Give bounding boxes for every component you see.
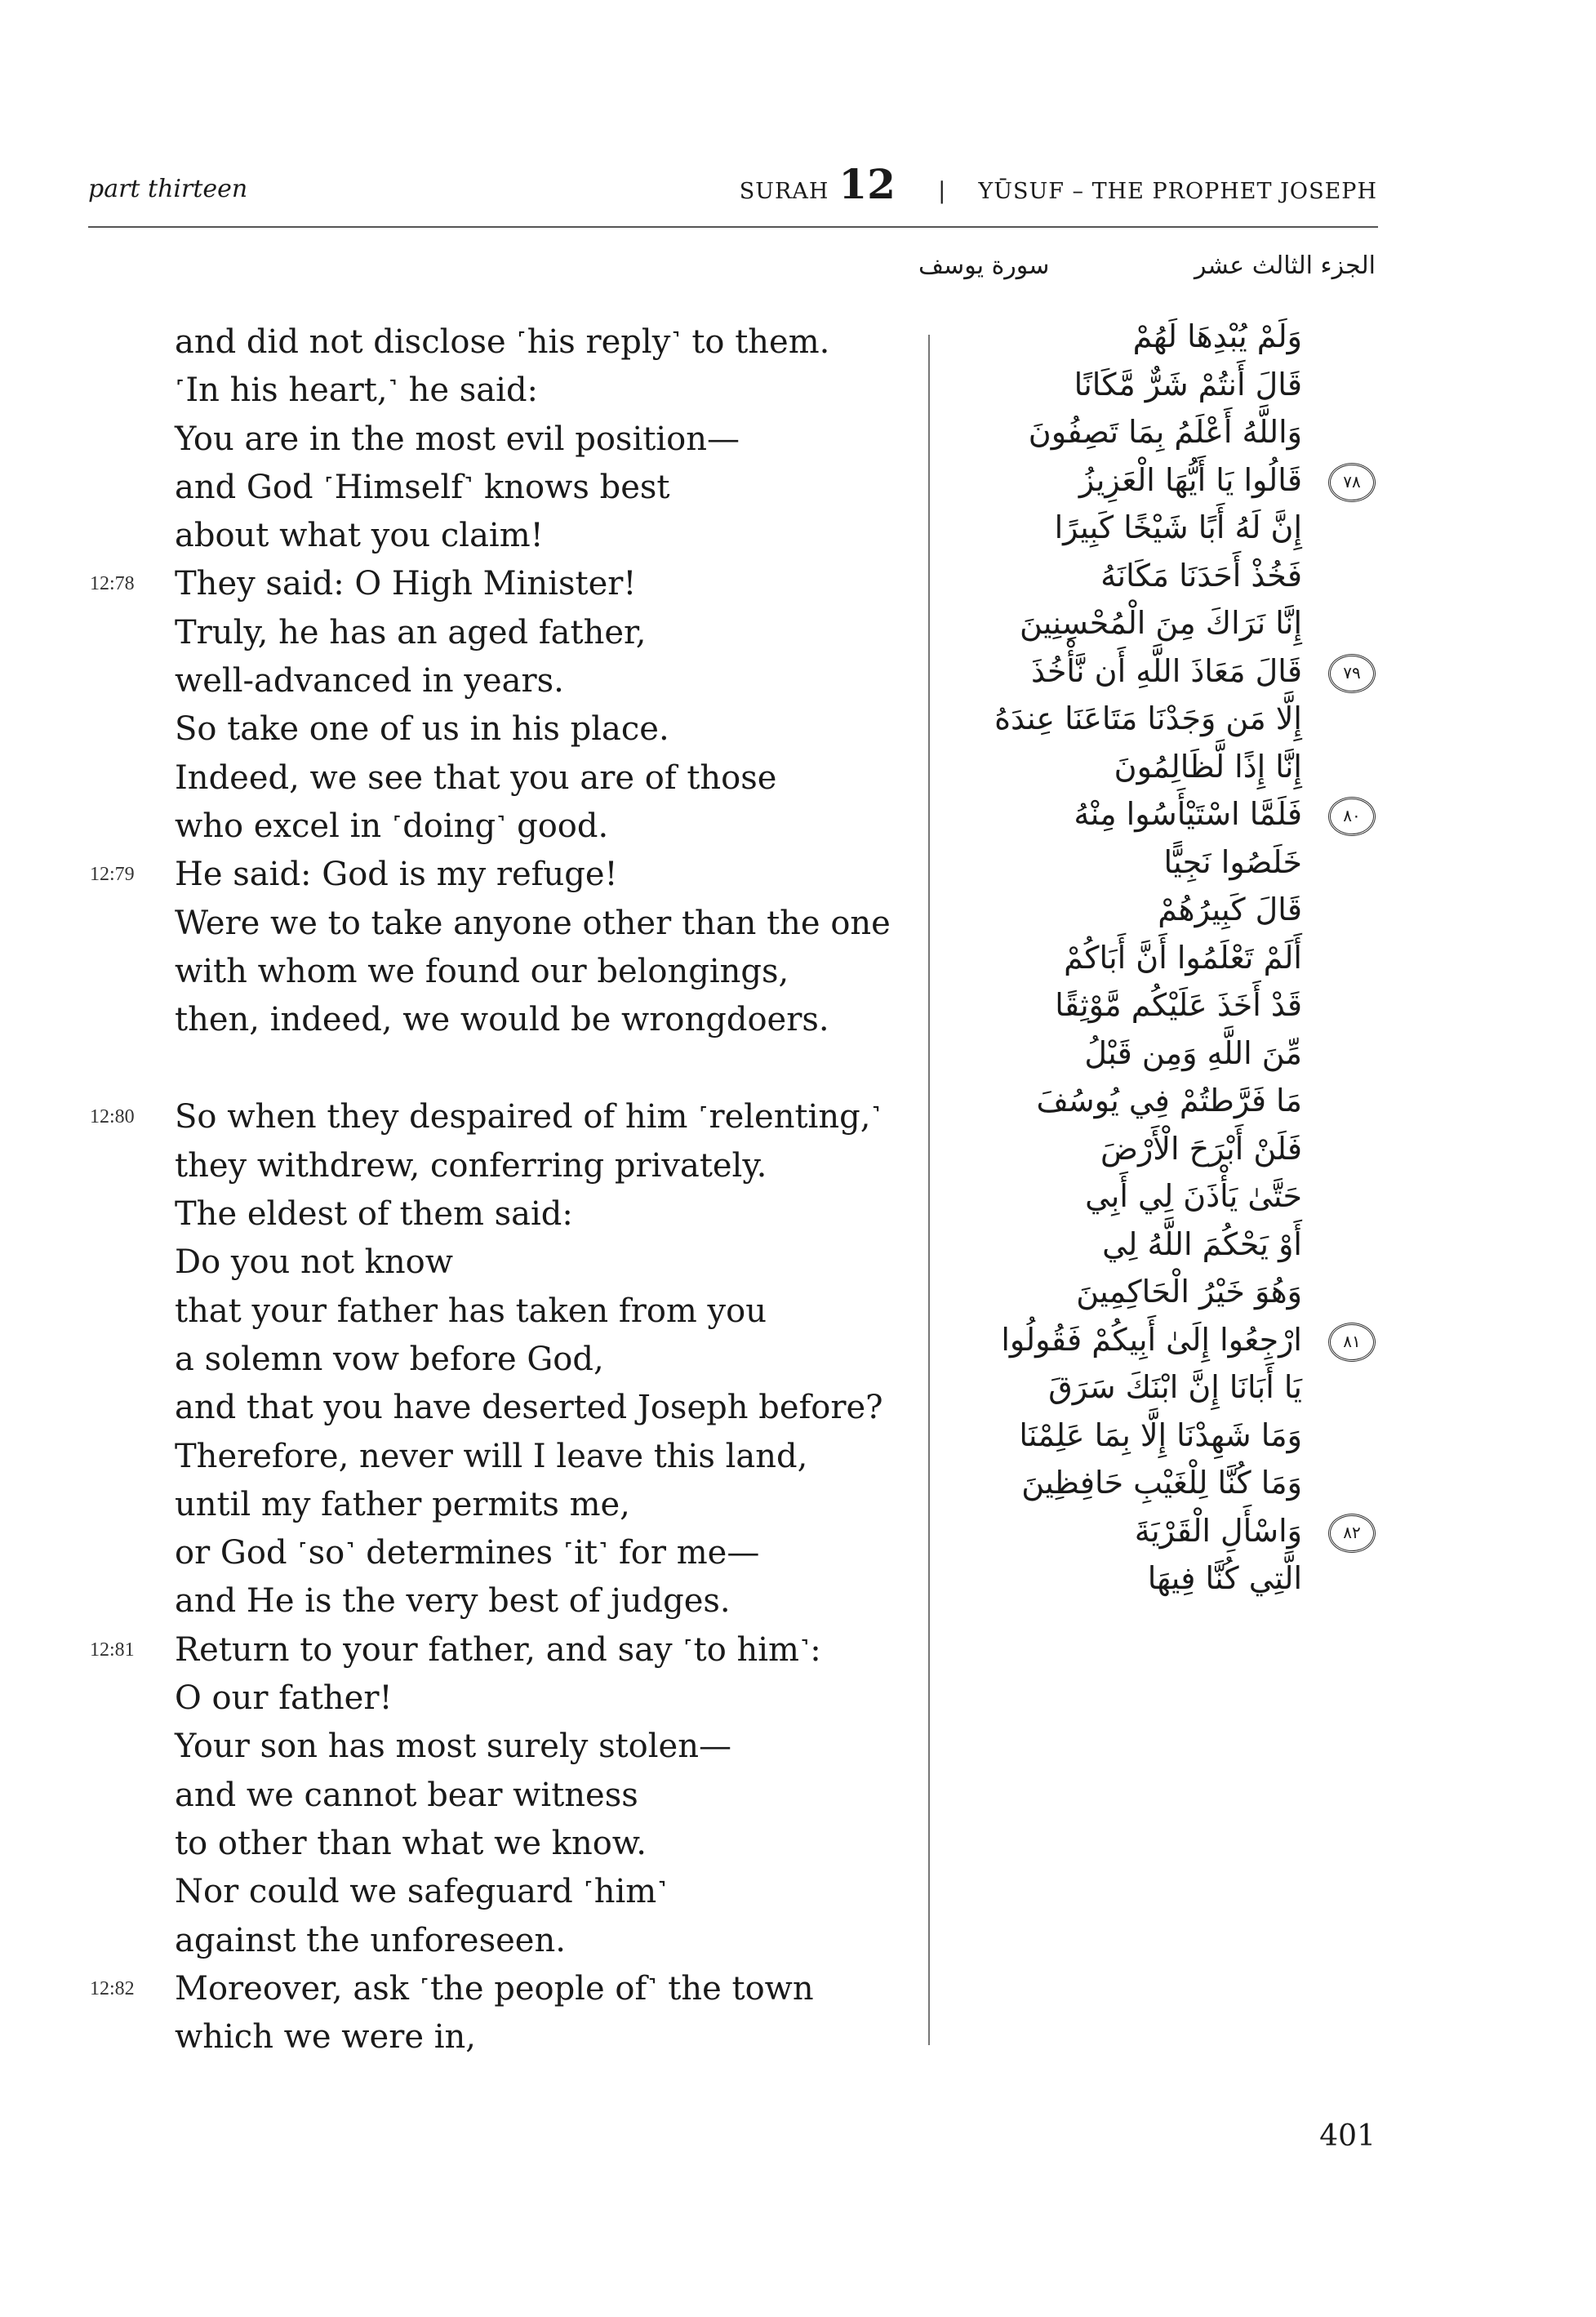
arabic-verse-text: وَمَا شَهِدْنَا إِلَّا بِمَا عَلِمْنَا xyxy=(1019,1416,1302,1453)
verse-number-medallion: ٨٢ xyxy=(1328,1514,1376,1553)
verse-line xyxy=(0,803,914,851)
arabic-verse-text: قَالَ مَعَاذَ اللَّهِ أَن نَّأْخُذَ xyxy=(1031,652,1302,689)
verse-line xyxy=(0,1481,914,1529)
stanza-gap xyxy=(0,1044,914,1093)
verse-line xyxy=(0,851,914,899)
arabic-verse-line xyxy=(931,647,1376,696)
arabic-verse-line xyxy=(931,790,1376,838)
verse-line xyxy=(0,512,914,560)
arabic-verse-line xyxy=(931,599,1376,647)
verse-line xyxy=(0,1239,914,1287)
arabic-verse-line xyxy=(931,313,1376,361)
verse-text: You are in the most evil position— xyxy=(175,420,740,458)
arabic-verse-text: يَا أَبَانَا إِنَّ ابْنَكَ سَرَقَ xyxy=(1048,1369,1302,1405)
verse-line xyxy=(0,609,914,657)
arabic-verse-line xyxy=(931,1221,1376,1269)
verse-line xyxy=(0,1626,914,1674)
header-separator: | xyxy=(937,177,946,204)
verse-text: Do you not know xyxy=(175,1243,453,1282)
english-block-2 xyxy=(0,1093,914,2061)
surah-word: SURAH xyxy=(739,179,829,204)
verse-number-medallion: ٧٩ xyxy=(1328,654,1376,693)
verse-text: and God ˹Himself˺ knows best xyxy=(175,468,670,506)
verse-line xyxy=(0,1577,914,1625)
verse-text: and He is the very best of judges. xyxy=(175,1582,731,1621)
verse-text: Truly, he has an aged father, xyxy=(175,613,647,652)
verse-text: then, indeed, we would be wrongdoers. xyxy=(175,1001,829,1039)
arabic-verse-text: أَوْ يَحْكُمَ اللَّهُ لِي xyxy=(1102,1225,1302,1262)
arabic-verse-line xyxy=(931,838,1376,887)
arabic-verse-text: مَا فَرَّطتُمْ فِي يُوسُفَ xyxy=(1036,1083,1302,1118)
verse-text: about what you claim! xyxy=(175,517,544,555)
verse-reference: 12:79 xyxy=(90,864,135,886)
english-block-1 xyxy=(0,318,914,1044)
arabic-verse-text: وَمَا كُنَّا لِلْغَيْبِ حَافِظِينَ xyxy=(1021,1465,1302,1501)
arabic-surah-label: سورة يوسف xyxy=(918,251,1050,280)
arabic-verse-line xyxy=(931,981,1376,1030)
verse-line xyxy=(0,1917,914,1965)
verse-text: and we cannot bear witness xyxy=(175,1776,638,1814)
arabic-verse-text: فَخُذْ أَحَدَنَا مَكَانَهُ xyxy=(1100,557,1302,594)
verse-text: until my father permits me, xyxy=(175,1485,630,1523)
arabic-verse-line xyxy=(931,1554,1376,1603)
column-divider xyxy=(928,335,930,2045)
verse-text: Therefore, never will I leave this land, xyxy=(175,1437,808,1475)
verse-line xyxy=(0,1820,914,1868)
verse-text: to other than what we know. xyxy=(175,1824,647,1862)
arabic-verse-line xyxy=(931,1030,1376,1078)
arabic-part-label: الجزء الثالث عشر xyxy=(1194,251,1376,280)
verse-text: well-advanced in years. xyxy=(175,662,564,700)
arabic-verse-text: وَهُوَ خَيْرُ الْحَاكِمِينَ xyxy=(1076,1274,1302,1310)
verse-text: Nor could we safeguard ˹him˺ xyxy=(175,1873,668,1911)
arabic-verse-text: إِنَّا نَرَاكَ مِنَ الْمُحْسِنِينَ xyxy=(1019,605,1302,641)
verse-line xyxy=(0,657,914,705)
arabic-verse-text: قَدْ أَخَذَ عَلَيْكُم مَّوْثِقًا xyxy=(1055,987,1302,1023)
verse-text: So take one of us in his place. xyxy=(175,710,669,749)
verse-text: that your father has taken from you xyxy=(175,1292,767,1330)
surah-title: YŪSUF – THE PROPHET JOSEPH xyxy=(978,179,1377,204)
arabic-verse-text: قَالَ كَبِيرُهُمْ xyxy=(1158,892,1302,927)
arabic-verse-text: قَالَ أَنتُمْ شَرٌّ مَّكَانًا xyxy=(1074,366,1302,402)
verse-line xyxy=(0,1142,914,1190)
verse-line xyxy=(0,754,914,803)
arabic-verse-line xyxy=(931,552,1376,600)
part-label: part thirteen xyxy=(88,175,248,203)
verse-line xyxy=(0,367,914,415)
verse-line xyxy=(0,318,914,367)
verse-text: or God ˹so˺ determines ˹it˺ for me— xyxy=(175,1534,760,1572)
verse-line xyxy=(0,900,914,948)
verse-text: Your son has most surely stolen— xyxy=(175,1728,731,1766)
running-title xyxy=(740,160,1377,208)
verse-line xyxy=(0,996,914,1044)
verse-line xyxy=(0,1674,914,1723)
arabic-verse-text: فَلَمَّا اسْتَيْأَسُوا مِنْهُ xyxy=(1074,796,1302,832)
verse-text: against the unforeseen. xyxy=(175,1921,566,1959)
arabic-verse-line xyxy=(931,1172,1376,1221)
arabic-verse-line xyxy=(931,934,1376,982)
verse-line xyxy=(0,464,914,512)
verse-text: The eldest of them said: xyxy=(175,1195,573,1234)
verse-text: They said: O High Minister! xyxy=(175,565,637,603)
arabic-verse-text: خَلَصُوا نَجِيًّا xyxy=(1163,843,1302,880)
arabic-verse-line xyxy=(931,1459,1376,1507)
surah-number: 12 xyxy=(838,160,896,208)
arabic-verse-line xyxy=(931,743,1376,791)
arabic-verse-line xyxy=(931,1077,1376,1125)
arabic-verse-text: الَّتِي كُنَّا فِيهَا xyxy=(1147,1560,1302,1596)
arabic-verse-text: مِّنَ اللَّهِ وَمِن قَبْلُ xyxy=(1084,1034,1302,1071)
verse-text: He said: God is my refuge! xyxy=(175,856,618,894)
verse-line xyxy=(0,705,914,754)
verse-text: and did not disclose ˹his reply˺ to them. xyxy=(175,323,830,361)
verse-number-medallion: ٨١ xyxy=(1328,1323,1376,1362)
arabic-verse-line xyxy=(931,1125,1376,1173)
verse-text: who excel in ˹doing˺ good. xyxy=(175,807,609,845)
verse-line xyxy=(0,416,914,464)
verse-reference: 12:80 xyxy=(90,1106,135,1128)
verse-text: with whom we found our belongings, xyxy=(175,952,789,990)
verse-line xyxy=(0,1772,914,1820)
arabic-verse-text: قَالُوا يَا أَيُّهَا الْعَزِيزُ xyxy=(1078,461,1302,498)
verse-text: a solemn vow before God, xyxy=(175,1340,604,1378)
arabic-verse-text: وَاسْأَلِ الْقَرْيَةَ xyxy=(1134,1512,1302,1549)
verse-reference: 12:78 xyxy=(90,573,135,595)
arabic-verse-line xyxy=(931,456,1376,505)
english-column xyxy=(0,318,914,2061)
arabic-verse-line xyxy=(931,1412,1376,1460)
arabic-verse-text: إِنَّا إِذًا لَّظَالِمُونَ xyxy=(1114,748,1302,785)
verse-reference: 12:81 xyxy=(90,1639,135,1661)
verse-line xyxy=(0,2013,914,2061)
verse-line xyxy=(0,1529,914,1577)
arabic-verse-text: إِلَّا مَن وَجَدْنَا مَتَاعَنَا عِندَهُ xyxy=(994,700,1302,736)
arabic-verse-line xyxy=(931,695,1376,743)
arabic-header xyxy=(918,251,1376,280)
verse-line xyxy=(0,1287,914,1336)
verse-line xyxy=(0,1723,914,1771)
arabic-verse-text: إِنَّ لَهُ أَبًا شَيْخًا كَبِيرًا xyxy=(1054,509,1302,545)
header-rule xyxy=(88,226,1378,228)
verse-line xyxy=(0,1336,914,1384)
verse-text: Moreover, ask ˹the people of˺ the town xyxy=(175,1969,814,2008)
arabic-verse-text: فَلَنْ أَبْرَحَ الْأَرْضَ xyxy=(1100,1130,1302,1167)
arabic-verse-text: وَاللَّهُ أَعْلَمُ بِمَا تَصِفُونَ xyxy=(1028,414,1302,450)
verse-text: O our father! xyxy=(175,1679,393,1718)
arabic-verse-line xyxy=(931,361,1376,409)
verse-line xyxy=(0,1433,914,1481)
arabic-verse-line xyxy=(931,1507,1376,1555)
verse-line xyxy=(0,1190,914,1239)
arabic-verse-line xyxy=(931,886,1376,934)
arabic-verse-text: حَتَّىٰ يَأْذَنَ لِي أَبِي xyxy=(1085,1178,1302,1214)
verse-line xyxy=(0,1965,914,2013)
arabic-verse-text: وَلَمْ يُبْدِهَا لَهُمْ xyxy=(1132,318,1302,354)
verse-line xyxy=(0,1093,914,1141)
arabic-verse-line xyxy=(931,1363,1376,1412)
verse-text: and that you have deserted Joseph before? xyxy=(175,1389,883,1427)
verse-line xyxy=(0,1384,914,1432)
verse-text: which we were in, xyxy=(175,2018,476,2057)
verse-text: Indeed, we see that you are of those xyxy=(175,758,777,797)
arabic-verse-line xyxy=(931,1316,1376,1364)
verse-text: Return to your father, and say ˹to him˺: xyxy=(175,1630,821,1669)
arabic-verse-line xyxy=(931,504,1376,552)
verse-reference: 12:82 xyxy=(90,1977,135,1999)
verse-line xyxy=(0,948,914,996)
verse-text: ˹In his heart,˺ he said: xyxy=(175,371,539,410)
verse-text: they withdrew, conferring privately. xyxy=(175,1146,767,1185)
arabic-verse-line xyxy=(931,1268,1376,1316)
verse-text: Were we to take anyone other than the one xyxy=(175,904,891,942)
verse-line xyxy=(0,560,914,608)
verse-text: So when they despaired of him ˹relenting,˺ xyxy=(175,1098,882,1136)
verse-number-medallion: ٨٠ xyxy=(1328,797,1376,836)
arabic-verse-text: ارْجِعُوا إِلَىٰ أَبِيكُمْ فَقُولُوا xyxy=(1001,1321,1302,1358)
verse-number-medallion: ٧٨ xyxy=(1328,463,1376,502)
arabic-verse-line xyxy=(931,408,1376,456)
verse-line xyxy=(0,1868,914,1916)
page-number: 401 xyxy=(1319,2119,1376,2153)
arabic-verse-text: أَلَمْ تَعْلَمُوا أَنَّ أَبَاكُمْ xyxy=(1064,939,1302,976)
arabic-column xyxy=(931,313,1376,1603)
